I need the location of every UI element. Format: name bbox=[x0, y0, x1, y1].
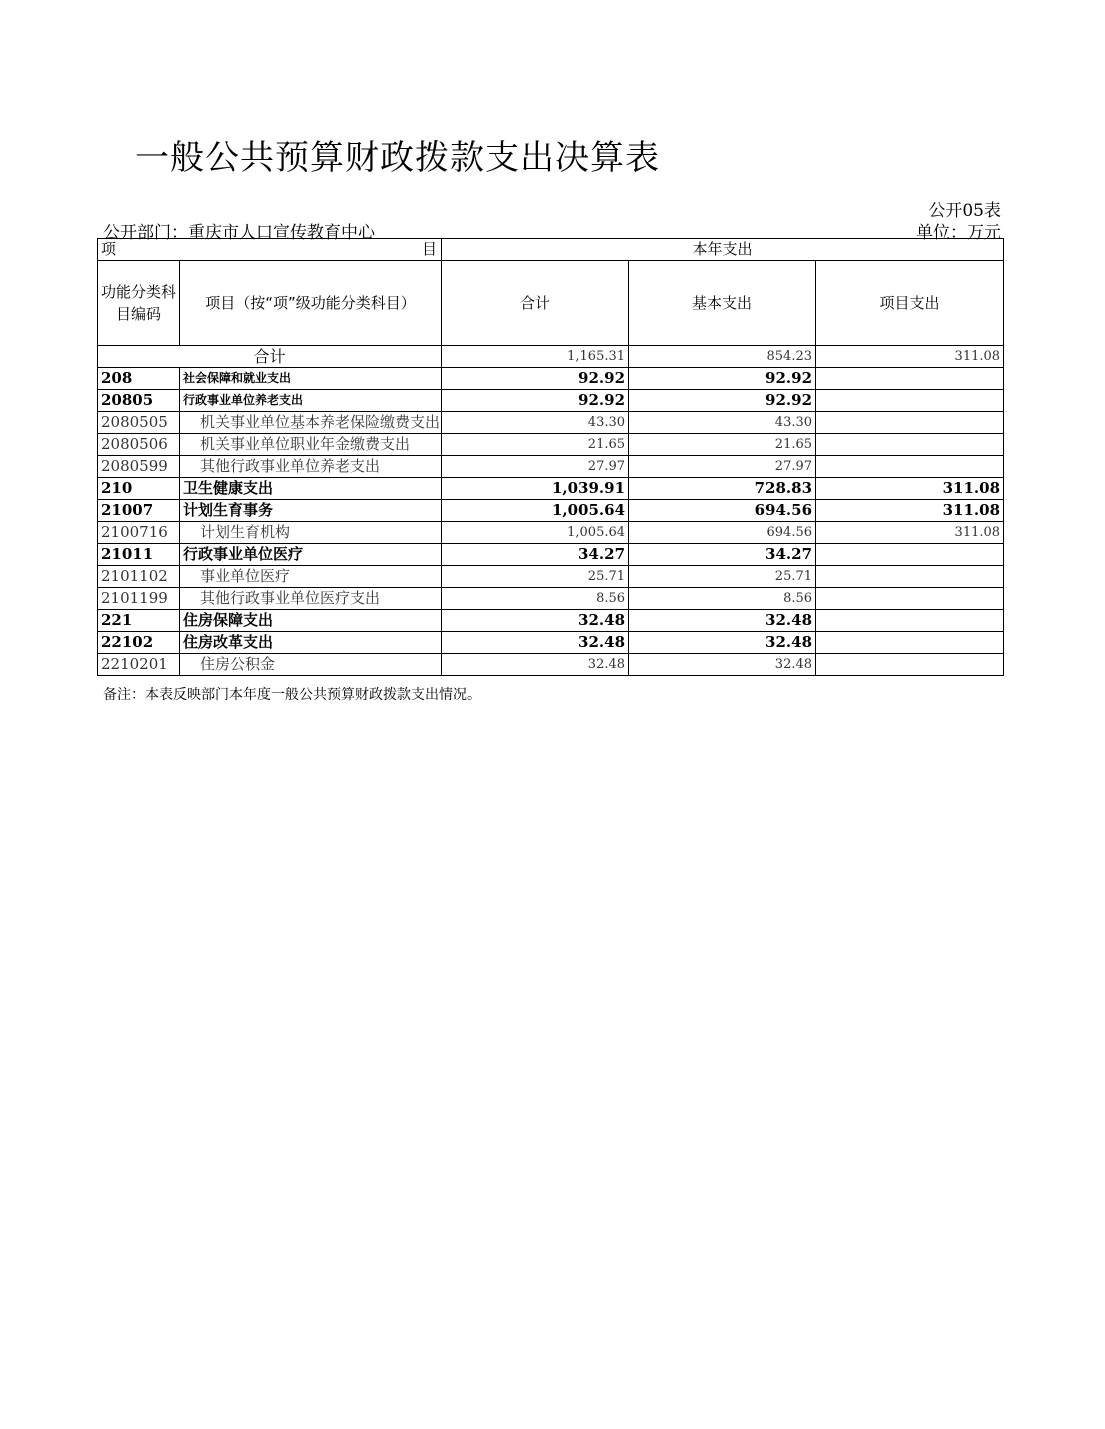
row-code: 2080599 bbox=[98, 456, 180, 478]
table-row bbox=[98, 544, 1004, 566]
row-total: 32.48 bbox=[442, 654, 629, 676]
row-name: 住房公积金 bbox=[180, 654, 442, 676]
table-row bbox=[98, 412, 1004, 434]
row-total: 1,039.91 bbox=[442, 478, 629, 500]
row-basic: 694.56 bbox=[629, 500, 816, 522]
row-basic: 25.71 bbox=[629, 566, 816, 588]
row-basic: 27.97 bbox=[629, 456, 816, 478]
row-total: 92.92 bbox=[442, 368, 629, 390]
row-name: 其他行政事业单位医疗支出 bbox=[180, 588, 442, 610]
row-total: 34.27 bbox=[442, 544, 629, 566]
table-row bbox=[98, 632, 1004, 654]
row-total: 8.56 bbox=[442, 588, 629, 610]
row-project: 311.08 bbox=[816, 522, 1004, 544]
row-name: 其他行政事业单位养老支出 bbox=[180, 456, 442, 478]
row-basic: 92.92 bbox=[629, 390, 816, 412]
row-project: 311.08 bbox=[816, 478, 1004, 500]
row-project bbox=[816, 610, 1004, 632]
row-basic: 694.56 bbox=[629, 522, 816, 544]
row-code: 21011 bbox=[98, 544, 180, 566]
row-code: 2080506 bbox=[98, 434, 180, 456]
row-code: 2101102 bbox=[98, 566, 180, 588]
row-code: 221 bbox=[98, 610, 180, 632]
table-row bbox=[98, 390, 1004, 412]
row-project bbox=[816, 412, 1004, 434]
row-project bbox=[816, 544, 1004, 566]
row-project bbox=[816, 566, 1004, 588]
row-total: 1,005.64 bbox=[442, 522, 629, 544]
table-row bbox=[98, 522, 1004, 544]
row-total: 32.48 bbox=[442, 610, 629, 632]
table-row bbox=[98, 478, 1004, 500]
form-number: 公开05表 bbox=[928, 201, 1001, 221]
row-name: 计划生育事务 bbox=[180, 500, 442, 522]
row-basic: 34.27 bbox=[629, 544, 816, 566]
row-total: 27.97 bbox=[442, 456, 629, 478]
row-total: 21.65 bbox=[442, 434, 629, 456]
row-name: 机关事业单位基本养老保险缴费支出 bbox=[180, 412, 442, 434]
row-basic: 32.48 bbox=[629, 632, 816, 654]
row-code: 22102 bbox=[98, 632, 180, 654]
row-name: 行政事业单位养老支出 bbox=[180, 390, 442, 412]
row-code: 2101199 bbox=[98, 588, 180, 610]
row-project: 311.08 bbox=[816, 500, 1004, 522]
row-total: 32.48 bbox=[442, 632, 629, 654]
expenditure-table bbox=[97, 238, 1004, 676]
row-name: 社会保障和就业支出 bbox=[180, 368, 442, 390]
page-title: 一般公共预算财政拨款支出决算表 bbox=[135, 138, 660, 178]
row-code: 2100716 bbox=[98, 522, 180, 544]
row-name: 住房改革支出 bbox=[180, 632, 442, 654]
code-col-header: 功能分类科目编码 bbox=[98, 261, 180, 346]
item-header-right: 目 bbox=[422, 240, 438, 258]
row-project bbox=[816, 434, 1004, 456]
row-basic: 728.83 bbox=[629, 478, 816, 500]
name-col-header: 项目（按“项”级功能分类科目） bbox=[180, 261, 442, 346]
row-code: 20805 bbox=[98, 390, 180, 412]
row-code: 21007 bbox=[98, 500, 180, 522]
row-total: 25.71 bbox=[442, 566, 629, 588]
row-basic: 43.30 bbox=[629, 412, 816, 434]
current-year-header: 本年支出 bbox=[442, 239, 1004, 261]
row-code: 2210201 bbox=[98, 654, 180, 676]
row-name: 行政事业单位医疗 bbox=[180, 544, 442, 566]
table-row bbox=[98, 456, 1004, 478]
row-project bbox=[816, 456, 1004, 478]
table-row bbox=[98, 610, 1004, 632]
total-row-project: 311.08 bbox=[816, 346, 1004, 368]
row-name: 机关事业单位职业年金缴费支出 bbox=[180, 434, 442, 456]
table-row bbox=[98, 500, 1004, 522]
row-basic: 21.65 bbox=[629, 434, 816, 456]
row-project bbox=[816, 390, 1004, 412]
basic-col-header: 基本支出 bbox=[629, 261, 816, 346]
row-total: 1,005.64 bbox=[442, 500, 629, 522]
table-row bbox=[98, 368, 1004, 390]
row-basic: 32.48 bbox=[629, 610, 816, 632]
project-col-header: 项目支出 bbox=[816, 261, 1004, 346]
header-row-1 bbox=[98, 239, 1004, 261]
table-row bbox=[98, 654, 1004, 676]
row-project bbox=[816, 654, 1004, 676]
table-row bbox=[98, 588, 1004, 610]
row-basic: 92.92 bbox=[629, 368, 816, 390]
footnote: 备注：本表反映部门本年度一般公共预算财政拨款支出情况。 bbox=[103, 687, 481, 703]
row-name: 住房保障支出 bbox=[180, 610, 442, 632]
total-row-total: 1,165.31 bbox=[442, 346, 629, 368]
item-header-left: 项 bbox=[101, 240, 117, 258]
total-row-basic: 854.23 bbox=[629, 346, 816, 368]
row-name: 事业单位医疗 bbox=[180, 566, 442, 588]
department-label: 公开部门：重庆市人口宣传教育中心 bbox=[103, 223, 375, 243]
row-basic: 8.56 bbox=[629, 588, 816, 610]
total-col-header: 合计 bbox=[442, 261, 629, 346]
row-project bbox=[816, 632, 1004, 654]
item-header-cell bbox=[98, 239, 442, 261]
table-row bbox=[98, 566, 1004, 588]
row-project bbox=[816, 368, 1004, 390]
row-total: 43.30 bbox=[442, 412, 629, 434]
row-name: 计划生育机构 bbox=[180, 522, 442, 544]
row-total: 92.92 bbox=[442, 390, 629, 412]
header-row-2 bbox=[98, 261, 1004, 346]
row-basic: 32.48 bbox=[629, 654, 816, 676]
row-name: 卫生健康支出 bbox=[180, 478, 442, 500]
total-row bbox=[98, 346, 1004, 368]
total-row-label: 合计 bbox=[98, 346, 442, 368]
row-project bbox=[816, 588, 1004, 610]
table-row bbox=[98, 434, 1004, 456]
row-code: 208 bbox=[98, 368, 180, 390]
unit-label: 单位：万元 bbox=[916, 223, 1001, 243]
row-code: 210 bbox=[98, 478, 180, 500]
row-code: 2080505 bbox=[98, 412, 180, 434]
